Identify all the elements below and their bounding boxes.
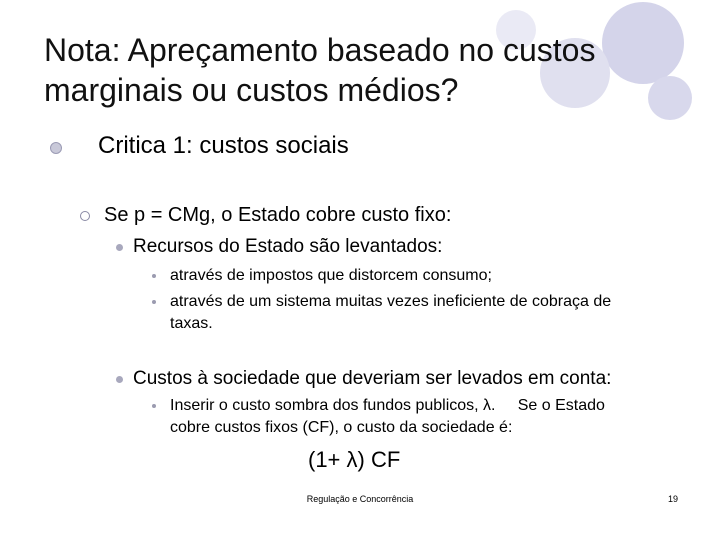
footer-text: Regulação e Concorrência [306,494,414,504]
slide-title [44,30,664,110]
bullet-dot-icon [116,376,123,383]
bullet-custos-sociedade: Custos à sociedade que deveriam ser levados em conta: [133,368,612,389]
bullet-small-dot-icon [152,404,156,408]
sub-bullet-taxas-line-1: através de um sistema muitas vezes ineficiente de cobraça de [170,293,612,310]
page-number: 19 [667,494,678,504]
bullet-recursos-estado: Recursos do Estado são levantados: [133,236,443,257]
bullet-ring-icon [80,211,90,221]
slide-title-line-1: Nota: Apreçamento baseado no custos [44,32,596,68]
sub-bullet-impostos: através de impostos que distorcem consumo; [170,267,492,284]
formula: (1+ λ) CF [308,447,401,472]
sub-bullet-taxas-line-2: taxas. [170,315,213,332]
bullet-estado-custo-fixo: Se p = CMg, o Estado cobre custo fixo: [104,204,452,226]
bullet-dot-icon [116,244,123,251]
bullet-small-dot-icon [152,274,156,278]
bullet-small-dot-icon [152,300,156,304]
bullet-dot-icon [50,142,62,154]
sub-bullet-custo-sombra-line-1: Inserir o custo sombra dos fundos publicos, λ. Se o Estado [170,397,605,414]
bullet-critica-1: Critica 1: custos sociais [98,132,349,159]
sub-bullet-custo-sombra-line-2: cobre custos fixos (CF), o custo da sociedade é: [170,419,513,436]
slide-title-line-2: marginais ou custos médios? [44,72,459,108]
